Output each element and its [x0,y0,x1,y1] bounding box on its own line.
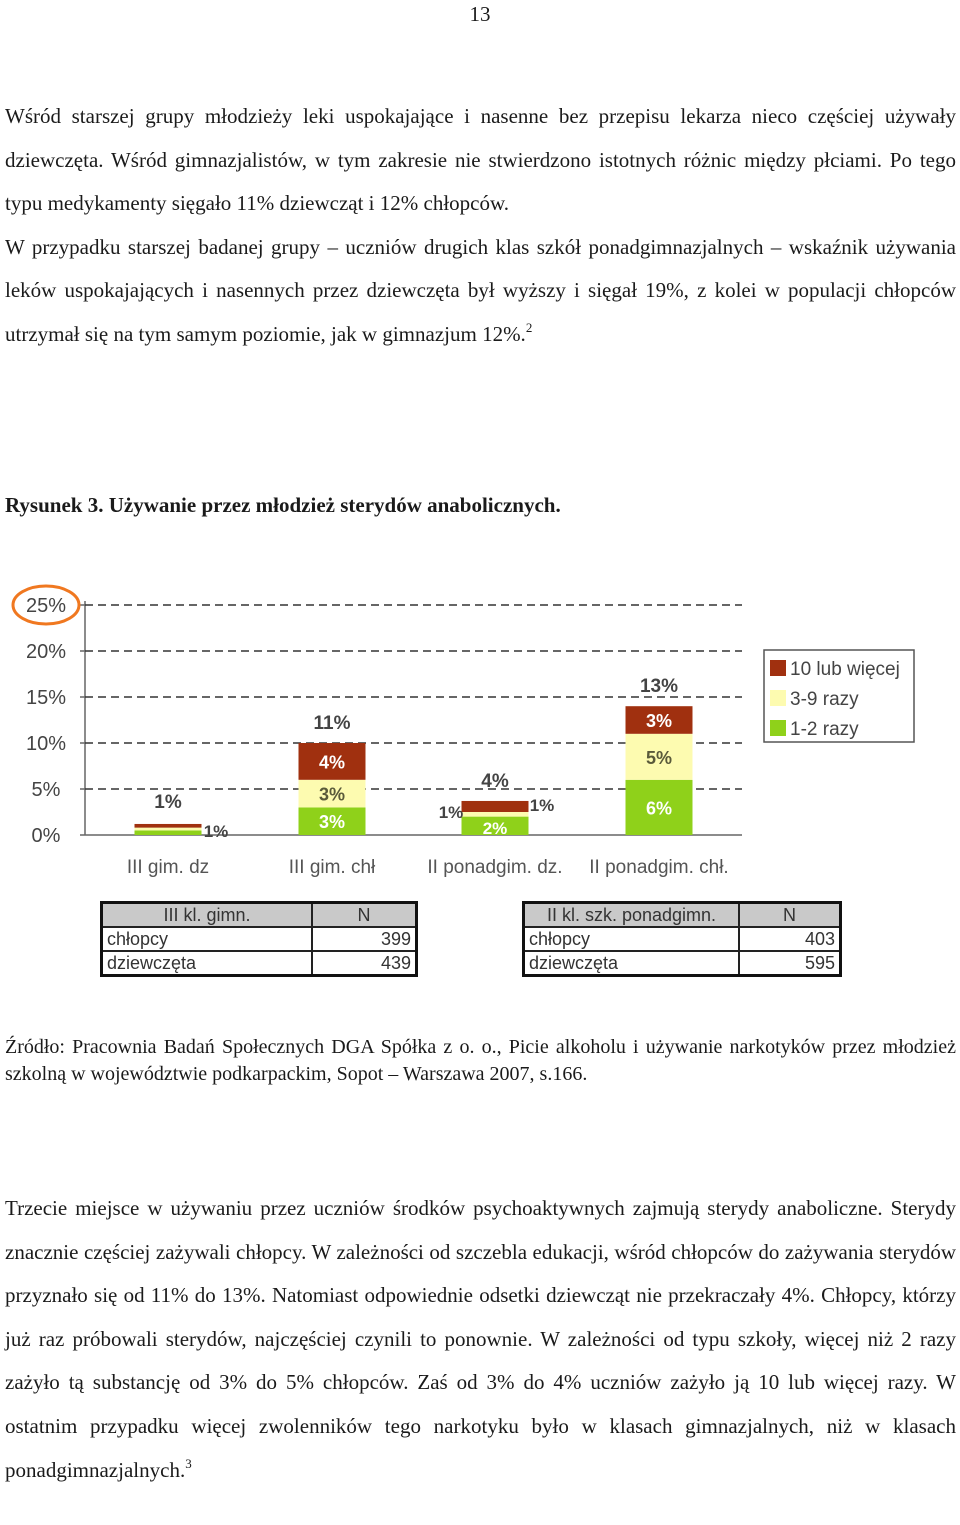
paragraph-sedatives-intro [5,95,956,357]
table-cell-value: 403 [739,927,841,951]
total-label: 11% [313,713,351,734]
footnote-ref-2[interactable]: 2 [525,319,533,335]
page-number: 13 [469,2,491,26]
data-label: 6% [645,798,673,819]
table-header-group: II kl. szk. ponadgimn. [524,903,740,928]
y-tick-label: 5% [31,779,61,801]
legend-swatch [770,720,786,736]
footnote-ref-3[interactable]: 3 [185,1455,192,1471]
data-label: 2% [482,819,508,838]
data-label: 4% [318,752,346,773]
paragraph-2-text: W przypadku starszej badanej grupy – uczniów drugich klas szkół ponadgimnazjalnych – wskaźnik używania leków uspokajających i nasennych przez dziewczęta był wyższy i sięgał 19%, z kolei w populacji chłopców utrzymał się na tym samym poziomie, jak w gimnazjum 12%. [5,234,956,346]
x-tick-label: II ponadgim. chł. [589,857,729,878]
table-cell-value: 439 [312,951,417,976]
bar-segment [135,830,202,835]
sample-table-ponadgimn [522,901,842,977]
legend-label: 3-9 razy [790,689,859,710]
x-tick-label: III gim. chł [288,857,376,878]
x-tick-label: III gim. dz [126,857,210,878]
paragraph-steroids [5,1187,956,1492]
data-label: 1% [529,796,555,815]
table-cell-label: dziewczęta [524,951,740,976]
table-cell-value: 399 [312,927,417,951]
data-label: 5% [645,747,673,768]
y-tick-label: 10% [25,733,67,755]
data-label: 1% [203,822,229,841]
table-header-n: N [739,903,841,928]
y-tick-label: 15% [25,687,67,709]
table-header-n: N [312,903,417,928]
steroid-chart [0,575,960,995]
paragraph-1-text: Wśród starszej grupy młodzieży leki uspokajające i nasenne bez przepisu lekarza nieco częściej używały dziewczęta. Wśród gimnazjalistów, w tym zakresie nie stwierdzono istotnych różnic między płciami. Po tego typu medykamenty sięgało 11% dziewcząt i 12% chłopców. [5,104,956,216]
data-label: 3% [318,812,346,833]
table-cell-label: chłopcy [524,927,740,951]
data-label: 1% [154,792,182,813]
legend-swatch [770,690,786,706]
table-cell-value: 595 [739,951,841,976]
y-tick-label: 0% [31,825,61,847]
x-tick-label: II ponadgim. dz. [427,857,563,878]
y-tick-label: 20% [25,641,67,663]
sample-table-gimn [100,901,418,977]
table-cell-label: dziewczęta [102,951,313,976]
bar-segment [462,801,529,812]
data-label: 3% [645,711,673,731]
total-label: 4% [481,770,509,792]
legend-swatch [770,660,786,676]
total-label: 13% [639,676,679,698]
data-label: 3% [318,784,346,805]
bar-segment [462,812,529,817]
bar-segment [135,828,202,831]
table-header-group: III kl. gimn. [102,903,313,928]
y-tick-label: 25% [25,595,67,617]
data-label: 1% [438,803,464,822]
legend-label: 10 lub więcej [790,659,900,680]
figure-caption: Rysunek 3. Używanie przez młodzież sterydów anabolicznych. [5,493,561,517]
legend-label: 1-2 razy [790,719,859,740]
paragraph-3-text: Trzecie miejsce w używaniu przez uczniów środków psychoaktywnych zajmują sterydy anaboliczne. Sterydy znacznie częściej zażywali chłopcy. W zależności od szczebla edukacji, wśród chłopców do zażywania sterydów przyznało się od 11% do 13%. Natomiast odpowiednie odsetki dziewcząt nie przekraczały 4%. Chłopcy, którzy już raz próbowali sterydów, najczęściej czynili to ponownie. W zależności od typu szkoły, więcej niż 2 razy zażyło tą substancję od 3% do 5% chłopców. Zaś od 3% do 4% uczniów zażyło ją 10 lub więcej razy. W ostatnim przypadku więcej zwolenników tego narkotyku było w klasach gimnazjalnych, niż w klasach ponadgimnazjalnych. [5,1196,956,1482]
bar-segment [135,824,202,828]
figure-source: Źródło: Pracownia Badań Społecznych DGA Spółka z o. o., Picie alkoholu i używanie narkotyków przez młodzież szkolną w województwie podkarpackim, Sopot – Warszawa 2007, s.166. [5,1036,956,1085]
table-cell-label: chłopcy [102,927,313,951]
